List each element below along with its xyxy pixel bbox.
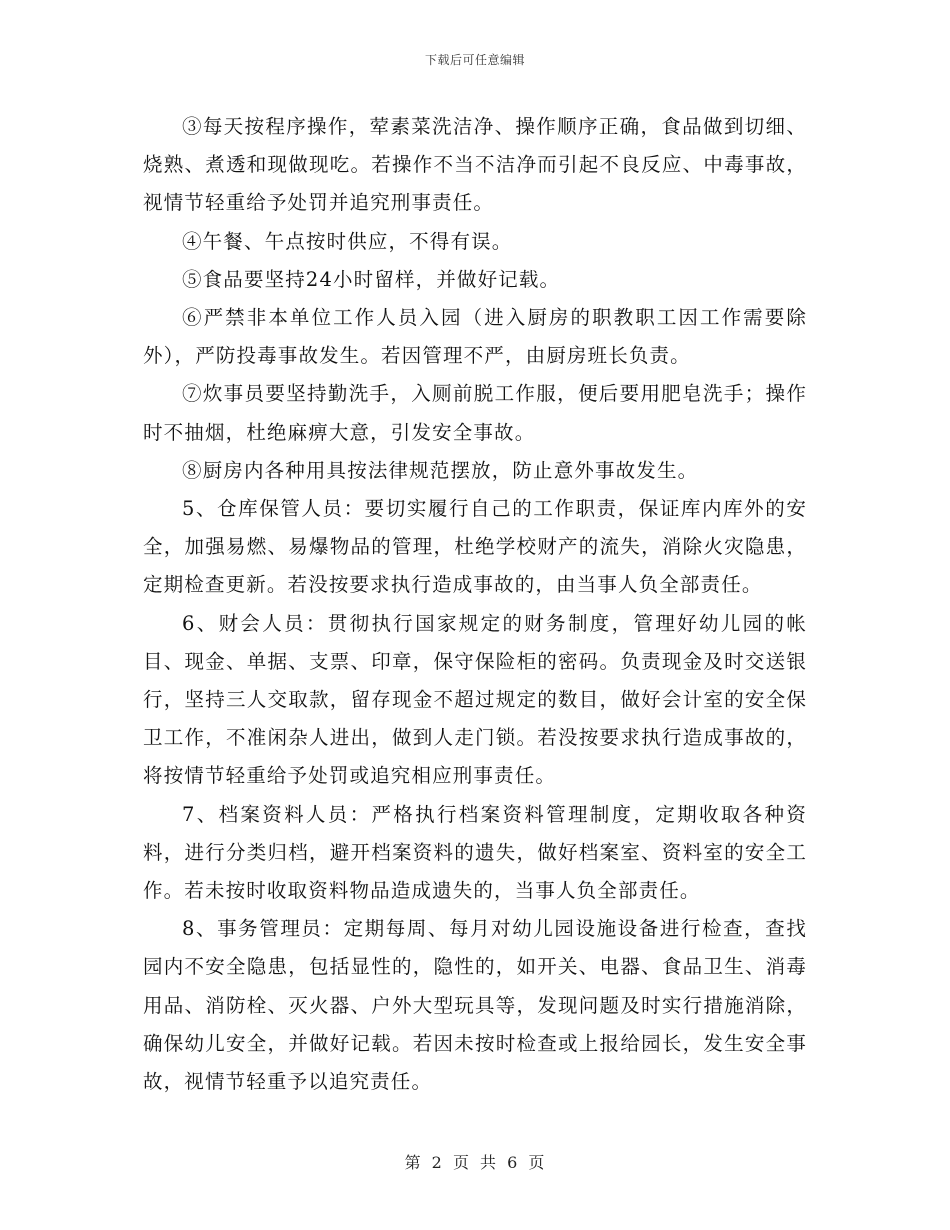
paragraph-warehouse-keeper: 5、仓库保管人员：要切实履行自己的工作职责，保证库内库外的安全，加强易燃、易爆物品的管理，杜绝学校财产的流失，消除火灾隐患，定期检查更新。若没按要求执行造成事故的，由当事人负全部责任。 [143,497,807,597]
paragraph-item-6: ⑥严禁非本单位工作人员入园（进入厨房的职教职工因工作需要除外），严防投毒事故发生。若因管理不严，由厨房班长负责。 [143,306,807,368]
page-number-footer: 第 2 页 共 6 页 [404,1153,546,1172]
paragraph-item-4: ④午餐、午点按时供应，不得有误。 [182,229,513,253]
paragraph-archive-staff: 7、档案资料人员：严格执行档案资料管理制度，定期收取各种资料，进行分类归档，避开档案资料的遗失，做好档案室、资料室的安全工作。若未按时收取资料物品造成遗失的，当事人负全部责任。 [143,802,807,903]
page-header: 下载后可任意编辑 [424,53,525,67]
paragraph-item-8: ⑧厨房内各种用具按法律规范摆放，防止意外事故发生。 [182,458,699,482]
paragraph-item-7: ⑦炊事员要坚持勤洗手，入厕前脱工作服，便后要用肥皂洗手；操作时不抽烟，杜绝麻痹大意，引发安全事故。 [143,382,807,444]
paragraph-finance-staff: 6、财会人员：贯彻执行国家规定的财务制度，管理好幼儿园的帐目、现金、单据、支票、印章，保守保险柜的密码。负责现金及时交送银行，坚持三人交取款，留存现金不超过规定的数目，做好会计室的安全保卫工作，不准闲杂人进出，做到人走门锁。若没按要求执行造成事故的，将按情节轻重给予处罚或追究相应刑事责任。 [143,611,807,788]
paragraph-item-5: ⑤食品要坚持24小时留样，并做好记载。 [182,267,561,291]
document-body [143,108,807,1101]
paragraph-item-3: ③每天按程序操作，荤素菜洗洁净、操作顺序正确，食品做到切细、烧熟、煮透和现做现吃。若操作不当不洁净而引起不良反应、中毒事故，视情节轻重给予处罚并追究刑事责任。 [143,115,807,215]
paragraph-affairs-manager: 8、事务管理员：定期每周、每月对幼儿园设施设备进行检查，查找园内不安全隐患，包括显性的，隐性的，如开关、电器、食品卫生、消毒用品、消防栓、灭火器、户外大型玩具等，发现问题及时实行措施消除，确保幼儿安全，并做好记载。若因未按时检查或上报给园长，发生安全事故，视情节轻重予以追究责任。 [143,917,807,1094]
